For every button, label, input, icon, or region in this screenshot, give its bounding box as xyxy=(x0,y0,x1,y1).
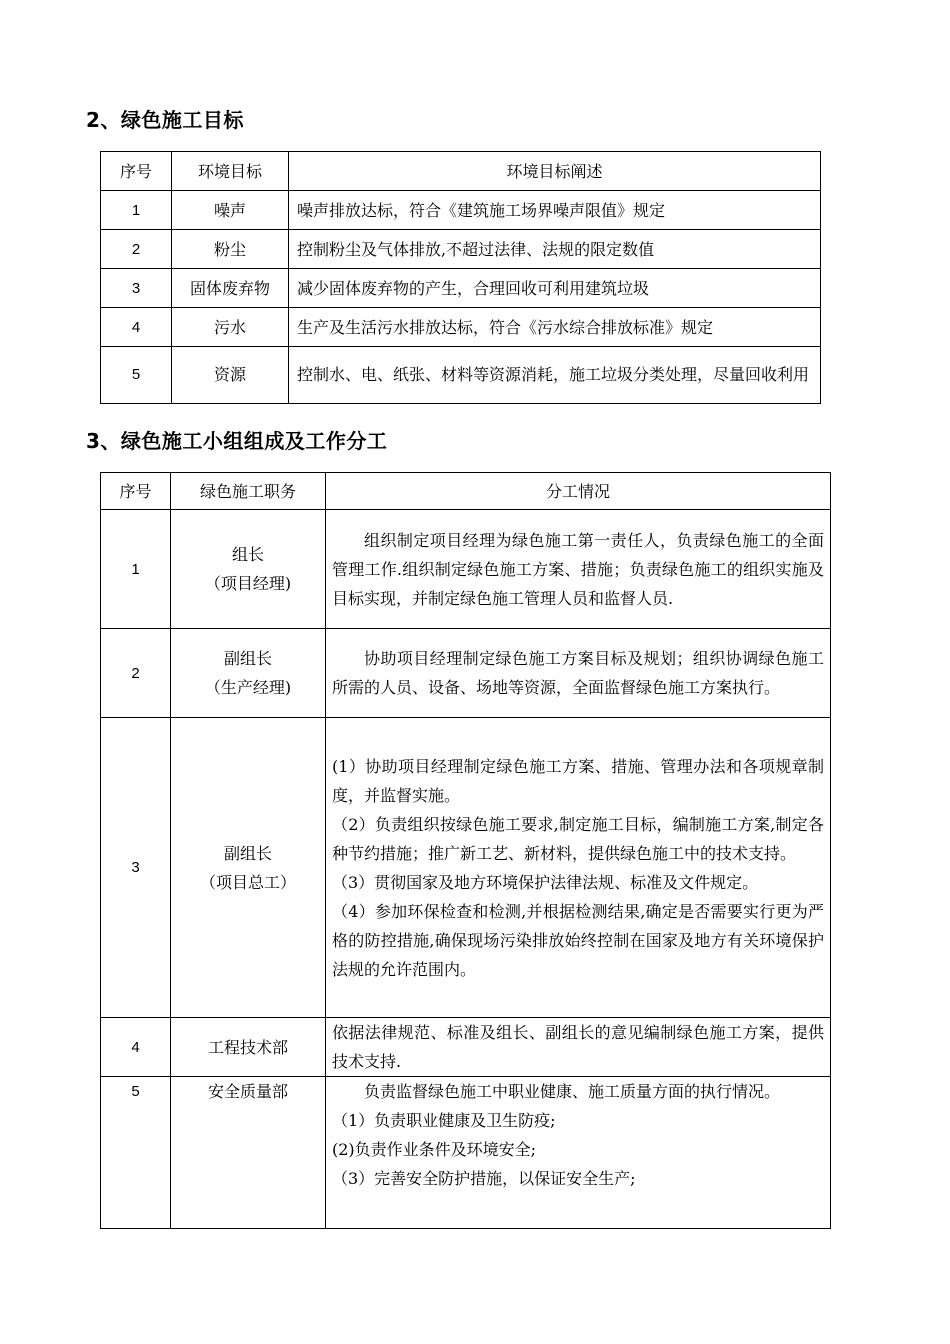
env-target-desc: 控制水、电、纸张、材料等资源消耗，施工垃圾分类处理，尽量回收利用 xyxy=(289,347,821,404)
role-title: 工程技术部 xyxy=(207,1037,288,1057)
table-row xyxy=(101,269,821,308)
header-cell: 分工情况 xyxy=(326,473,831,510)
header-cell: 序号 xyxy=(101,152,172,191)
table-row xyxy=(101,1077,831,1229)
env-target: 资源 xyxy=(172,347,289,404)
section3-heading: 3、绿色施工小组组成及工作分工 xyxy=(86,429,388,453)
table-row xyxy=(101,230,821,269)
header-cell: 序号 xyxy=(101,473,171,510)
green-construction-team-table xyxy=(100,472,831,1229)
role-title: 安全质量部 xyxy=(207,1082,288,1101)
duty-cell xyxy=(326,1077,831,1229)
role-subtitle: （项目总工） xyxy=(199,872,296,892)
duty-paragraph: 组织制定项目经理为绿色施工第一责任人，负责绿色施工的全面管理工作.组织制定绿色施工方案、措施；负责绿色施工的组织实施及目标实现，并制定绿色施工管理人员和监督人员. xyxy=(332,530,824,608)
role-cell xyxy=(171,1077,326,1229)
env-target: 粉尘 xyxy=(172,230,289,269)
table-header-row xyxy=(101,473,831,510)
row-number: 1 xyxy=(101,510,171,629)
row-number: 2 xyxy=(101,629,171,718)
role-title: 副组长 xyxy=(223,843,272,863)
duty-cell xyxy=(326,629,831,718)
row-number: 2 xyxy=(101,230,172,269)
env-target: 噪声 xyxy=(172,191,289,230)
row-number: 1 xyxy=(101,191,172,230)
table-row xyxy=(101,308,821,347)
table-row xyxy=(101,718,831,1018)
duty-paragraph: 负责监督绿色施工中职业健康、施工质量方面的执行情况。 xyxy=(364,1082,781,1101)
row-number: 5 xyxy=(101,1077,171,1229)
header-cell: 环境目标 xyxy=(172,152,289,191)
env-target-desc: 减少固体废弃物的产生，合理回收可利用建筑垃圾 xyxy=(289,269,821,308)
table-row xyxy=(101,629,831,718)
row-number: 5 xyxy=(101,347,172,404)
table-row xyxy=(101,347,821,404)
green-construction-goals-table xyxy=(100,151,821,404)
table-row xyxy=(101,191,821,230)
section2-heading: 2、绿色施工目标 xyxy=(86,108,244,132)
row-number: 4 xyxy=(101,1018,171,1077)
row-number: 4 xyxy=(101,308,172,347)
duty-paragraph: 协助项目经理制定绿色施工方案目标及规划；组织协调绿色施工所需的人员、设备、场地等资源，全面监督绿色施工方案执行。 xyxy=(332,649,824,697)
table-row xyxy=(101,510,831,629)
row-number: 3 xyxy=(101,718,171,1018)
role-cell xyxy=(171,629,326,718)
role-cell xyxy=(171,510,326,629)
duty-cell xyxy=(326,510,831,629)
header-cell: 绿色施工职务 xyxy=(171,473,326,510)
role-cell xyxy=(171,1018,326,1077)
duty-paragraph: (1）协助项目经理制定绿色施工方案、措施、管理办法和各项规章制度，并监督实施。 xyxy=(332,756,824,805)
duty-paragraph: (2)负责作业条件及环境安全; xyxy=(332,1140,537,1159)
role-title: 组长 xyxy=(231,545,264,564)
env-target-desc: 噪声排放达标，符合《建筑施工场界噪声限值》规定 xyxy=(289,191,821,230)
env-target: 污水 xyxy=(172,308,289,347)
header-cell: 环境目标阐述 xyxy=(289,152,821,191)
duty-paragraph: （4）参加环保检查和检测,并根据检测结果,确定是否需要实行更为严格的防控措施,确保现场污染排放始终控制在国家及地方有关环境保护法规的允许范围内。 xyxy=(332,901,824,979)
row-number: 3 xyxy=(101,269,172,308)
role-cell xyxy=(171,718,326,1018)
role-subtitle: （项目经理) xyxy=(204,574,292,593)
duty-paragraph: （1）负责职业健康及卫生防疫; xyxy=(332,1111,556,1130)
env-target: 固体废弃物 xyxy=(172,269,289,308)
duty-paragraph: 依据法律规范、标准及组长、副组长的意见编制绿色施工方案，提供技术支持. xyxy=(332,1023,824,1071)
table-header-row xyxy=(101,152,821,191)
role-title: 副组长 xyxy=(223,649,272,668)
env-target-desc: 生产及生活污水排放达标，符合《污水综合排放标准》规定 xyxy=(289,308,821,347)
table-row xyxy=(101,1018,831,1077)
duty-paragraph: （3）完善安全防护措施，以保证安全生产; xyxy=(332,1169,636,1188)
duty-cell xyxy=(326,718,831,1018)
role-subtitle: （生产经理) xyxy=(204,678,292,697)
env-target-desc: 控制粉尘及气体排放,不超过法律、法规的限定数值 xyxy=(289,230,821,269)
duty-cell xyxy=(326,1018,831,1077)
duty-paragraph: （2）负责组织按绿色施工要求,制定施工目标，编制施工方案,制定各种节约措施；推广新工艺、新材料，提供绿色施工中的技术支持。 xyxy=(332,814,824,863)
duty-paragraph: （3）贯彻国家及地方环境保护法律法规、标准及文件规定。 xyxy=(332,872,759,892)
